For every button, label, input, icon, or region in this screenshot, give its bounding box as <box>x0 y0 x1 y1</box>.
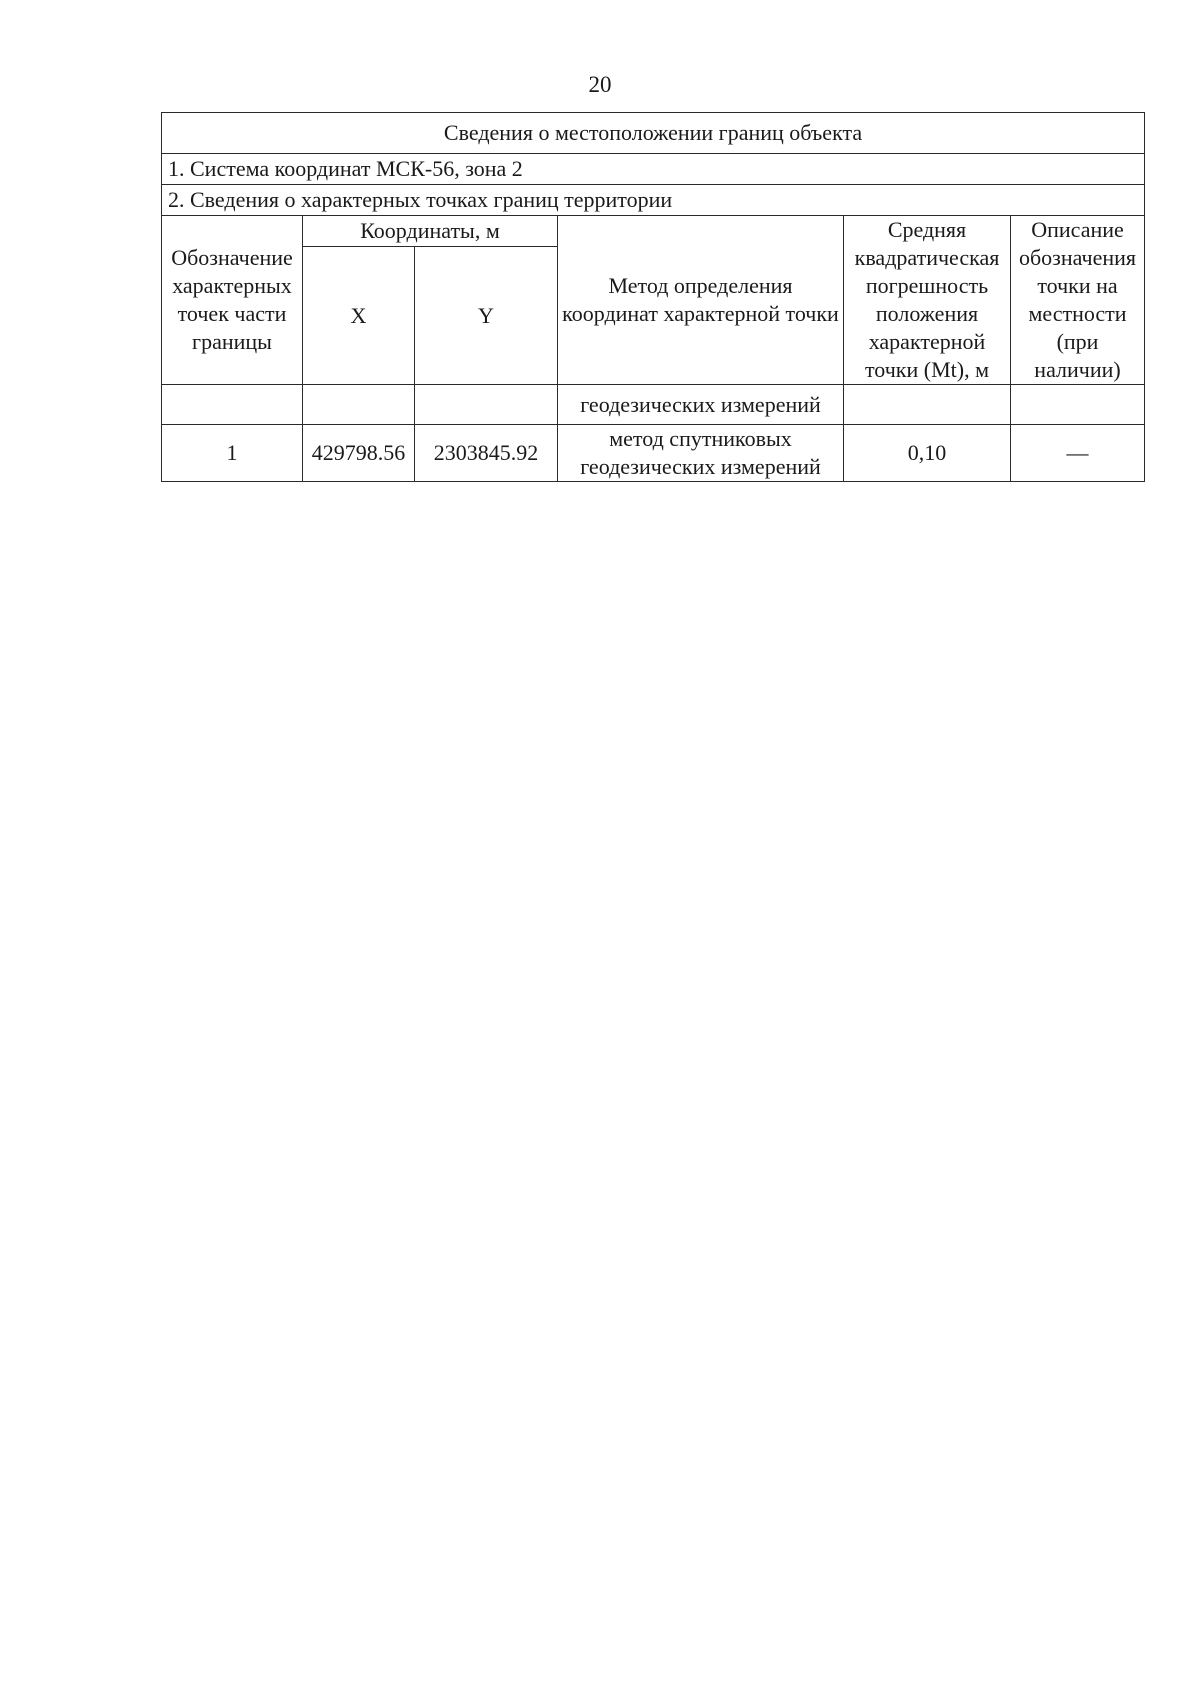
table-cell <box>1011 385 1145 425</box>
continuation-row <box>162 385 1145 425</box>
table-row <box>162 425 1145 482</box>
header-method: Метод определения координат характерной точки <box>558 216 844 385</box>
point-x: 429798.56 <box>303 425 415 482</box>
dash-mark: — <box>1066 440 1089 465</box>
points-section-title: 2. Сведения о характерных точках границ территории <box>162 185 1145 216</box>
point-y: 2303845.92 <box>415 425 558 482</box>
table-cell <box>415 385 558 425</box>
continuation-method: геодезических измерений <box>558 385 844 425</box>
point-number: 1 <box>162 425 303 482</box>
table-cell <box>844 385 1011 425</box>
point-description <box>1011 425 1145 482</box>
coordinate-system-row <box>162 154 1145 185</box>
header-x: X <box>303 247 415 385</box>
points-section-row <box>162 185 1145 216</box>
header-y: Y <box>415 247 558 385</box>
header-description: Описание обозначения точки на местности (при наличии) <box>1011 216 1145 385</box>
boundary-location-table <box>161 112 1145 482</box>
header-designation: Обозначение характерных точек части границы <box>162 216 303 385</box>
header-error: Средняя квадратическая погрешность положения характерной точки (Mt), м <box>844 216 1011 385</box>
page-number: 20 <box>588 72 612 97</box>
point-error: 0,10 <box>844 425 1011 482</box>
table-title-row <box>162 113 1145 154</box>
coordinate-system: 1. Система координат МСК-56, зона 2 <box>162 154 1145 185</box>
point-method: метод спутниковых геодезических измерений <box>558 425 844 482</box>
table-title: Сведения о местоположении границ объекта <box>162 113 1145 154</box>
table-cell <box>303 385 415 425</box>
table-cell <box>162 385 303 425</box>
header-row-1 <box>162 216 1145 247</box>
header-coordinates: Координаты, м <box>303 216 558 247</box>
